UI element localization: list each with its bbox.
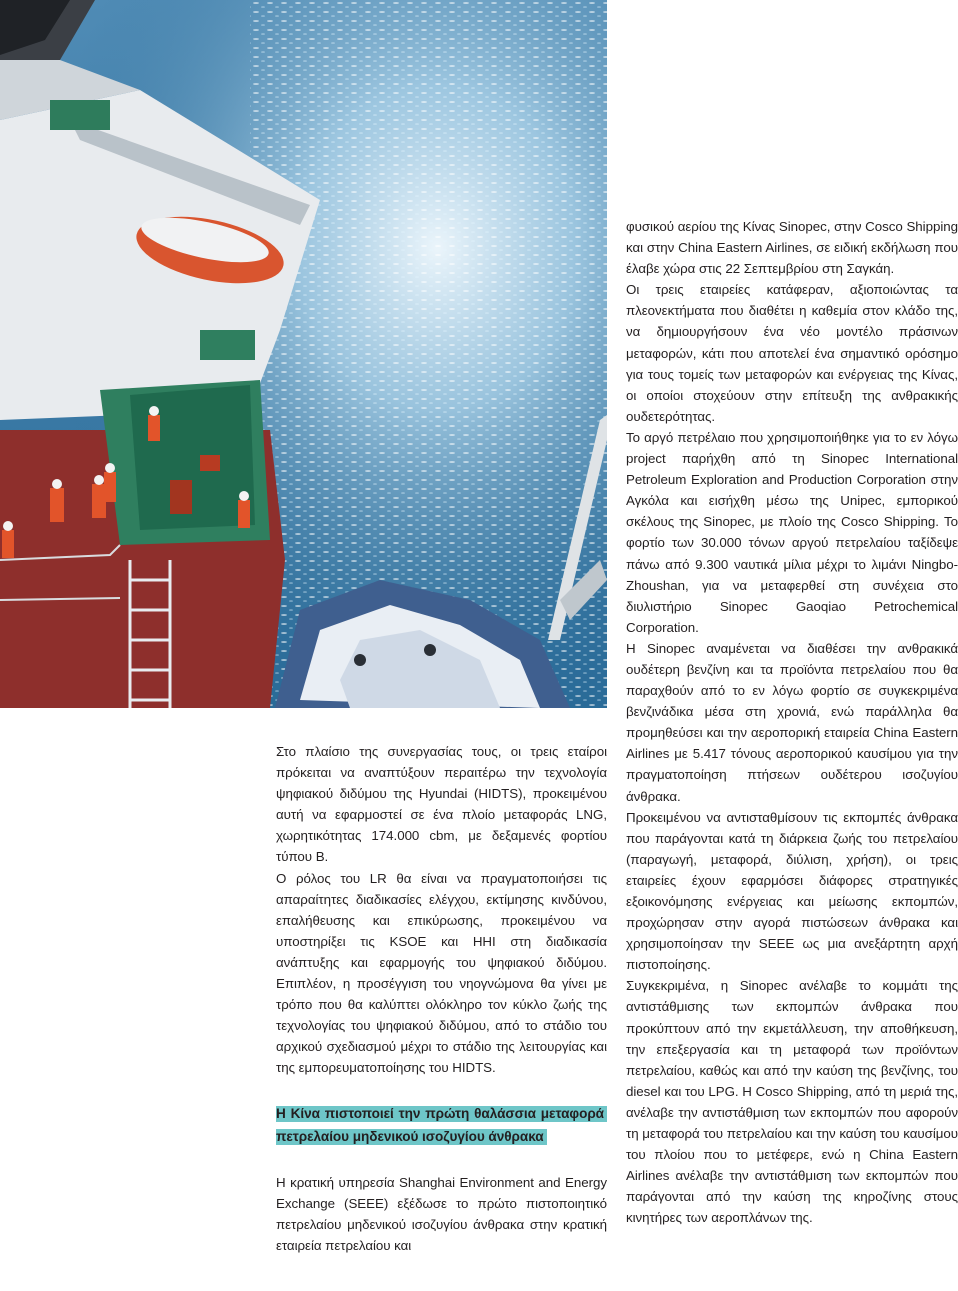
subheading: Η Κίνα πιστοποιεί την πρώτη θαλάσσια μεταφορά πετρελαίου μηδενικού ισοζυγίου άνθρακα [276,1106,607,1145]
paragraph: φυσικού αερίου της Κίνας Sinopec, στην Cosco Shipping και στην China Eastern Airlines, σε ειδική εκδήλωση που έλαβε χώρα στις 22 Σεπτεμβρίου στη Σαγκάη. [626,219,958,277]
paragraph: Συγκεκριμένα, η Sinopec ανέλαβε το κομμάτι της αντιστάθμισης των εκπομπών άνθρακα που προκύπτουν από την εκμετάλλευση, την αποθήκευση, την επεξεργασία και τη μεταφορά των προϊόντων πετρελαίου, καθώς και από την καύση της βενζίνης, του diesel και του LPG. Η Cosco Shipping, από τη μεριά της, ανέλαβε την αντιστάθμιση των εκπομπών που αφορούν τη μεταφορά του πετρελαίου και την καύση του καυσίμου του πλοίου που το μετέφερε, ενώ η China Eastern Airlines ανέλαβε την αντιστάθμιση των εκπομπών που παράγονται από την καύση της κηροζίνης στους κινητήρες των αεροπλάνων της. [626,978,958,1226]
paragraph: Στο πλαίσιο της συνεργασίας τους, οι τρεις εταίροι πρόκειται να αναπτύξουν περαιτέρω την τεχνολογία ψηφιακού διδύμου της Hyundai (HIDTS), προκειμένου αυτή να εφαρμοστεί σε ένα πλοίο μεταφοράς LNG, χωρητικότητας 174.000 cbm, με δεξαμενές φορτίου τύπου Β. [276,744,607,865]
paragraph: Προκειμένου να αντισταθμίσουν τις εκπομπές άνθρακα που παράγονται κατά τη διάρκεια ζωής του πετρελαίου (παραγωγή, μεταφορά, διύλιση, χρήση), οι τρεις εταιρείες έχουν εφαρμόσει διάφορες στρατηγικές εξοικονόμησης ενέργειας και μείωσης εκπομπών, προχώρησαν στην αγορά πιστώσεων άνθρακα και χρησιμοποίησαν την SEEE ως μια ανεξάρτητη αρχή πιστοποίησης. [626,809,958,973]
right-column [626,216,958,1229]
paragraph: Η κρατική υπηρεσία Shanghai Environment and Energy Exchange (SEEE) εξέδωσε το πρώτο πιστοποιητικό πετρελαίου μηδενικού ισοζυγίου άνθρακα στην κρατική εταιρεία πετρελαίου και [276,1174,607,1253]
paragraph: Η Sinopec αναμένεται να διαθέσει την ανθρακικά ουδέτερη βενζίνη και τα προϊόντα πετρελαίου που θα παραχθούν από το εν λόγω φορτίο σε συγκεκριμένα βενζινάδικα μέσα στη χρονιά, ενώ παράλληλα θα προμηθεύσει και την αεροπορική εταιρεία China Eastern Airlines με 5.417 τόνους αεροπορικού καυσίμου για την πραγματοποίηση πτήσεων ουδέτερου ισοζυγίου άνθρακα. [626,640,958,804]
paragraph: Το αργό πετρέλαιο που χρησιμοποιήθηκε για το εν λόγω project παρήχθη από τη Sinopec International Petroleum Exploration and Production Corporation στην Αγκόλα και εισήχθη μέσω της Unipec, εμπορικού σκέλους της Sinopec, με πλοίο της Cosco Shipping. Το φορτίο των 30.000 τόνων αργού πετρελαίου ταξίδεψε πάνω από 9.300 ναυτικά μίλια μέχρι το λιμάνι Ningbo-Zhoushan, για να μεταφερθεί στη συνέχεια στο διυλιστήριο Sinopec Gaoqiao Petrochemical Corporation. [626,429,958,635]
subheading-block [276,1102,607,1148]
left-column [276,741,607,1256]
paragraph: Οι τρεις εταιρείες κατάφεραν, αξιοποιώντας τα πλεονεκτήματα που διαθέτει η καθεμία στον κλάδο της, να δημιουργήσουν ένα νέο μοντέλο πράσινων μεταφορών, κάτι που αποτελεί ένα σημαντικό ορόσημο για τους τομείς των μεταφορών και ενέργειας της Κίνας, οι οποίοι στοχεύουν στην επίτευξη της ανθρακικής ουδετερότητας. [626,282,958,424]
ship-photo [0,0,607,708]
ship-photo-icon [0,0,607,708]
paragraph: Ο ρόλος του LR θα είναι να πραγματοποιήσει τις απαραίτητες διαδικασίες ελέγχου, εκτίμησης κινδύνου, επαλήθευσης και επικύρωσης, προκειμένου να υποστηρίξει τις KSOE και HHI στη διαδικασία ανάπτυξης και εφαρμογής του ψηφιακού διδύμου. Επιπλέον, η προσέγγιση του νηογνώμονα θα γίνει με τρόπο που θα καλύπτει ολόκληρο τον κύκλο ζωής της τεχνολογίας του ψηφιακού διδύμου, από το στάδιο του αρχικού σχεδιασμού μέχρι το στάδιο της λειτουργίας και της εμπορευματοποίησης του HIDTS. [276,870,607,1076]
